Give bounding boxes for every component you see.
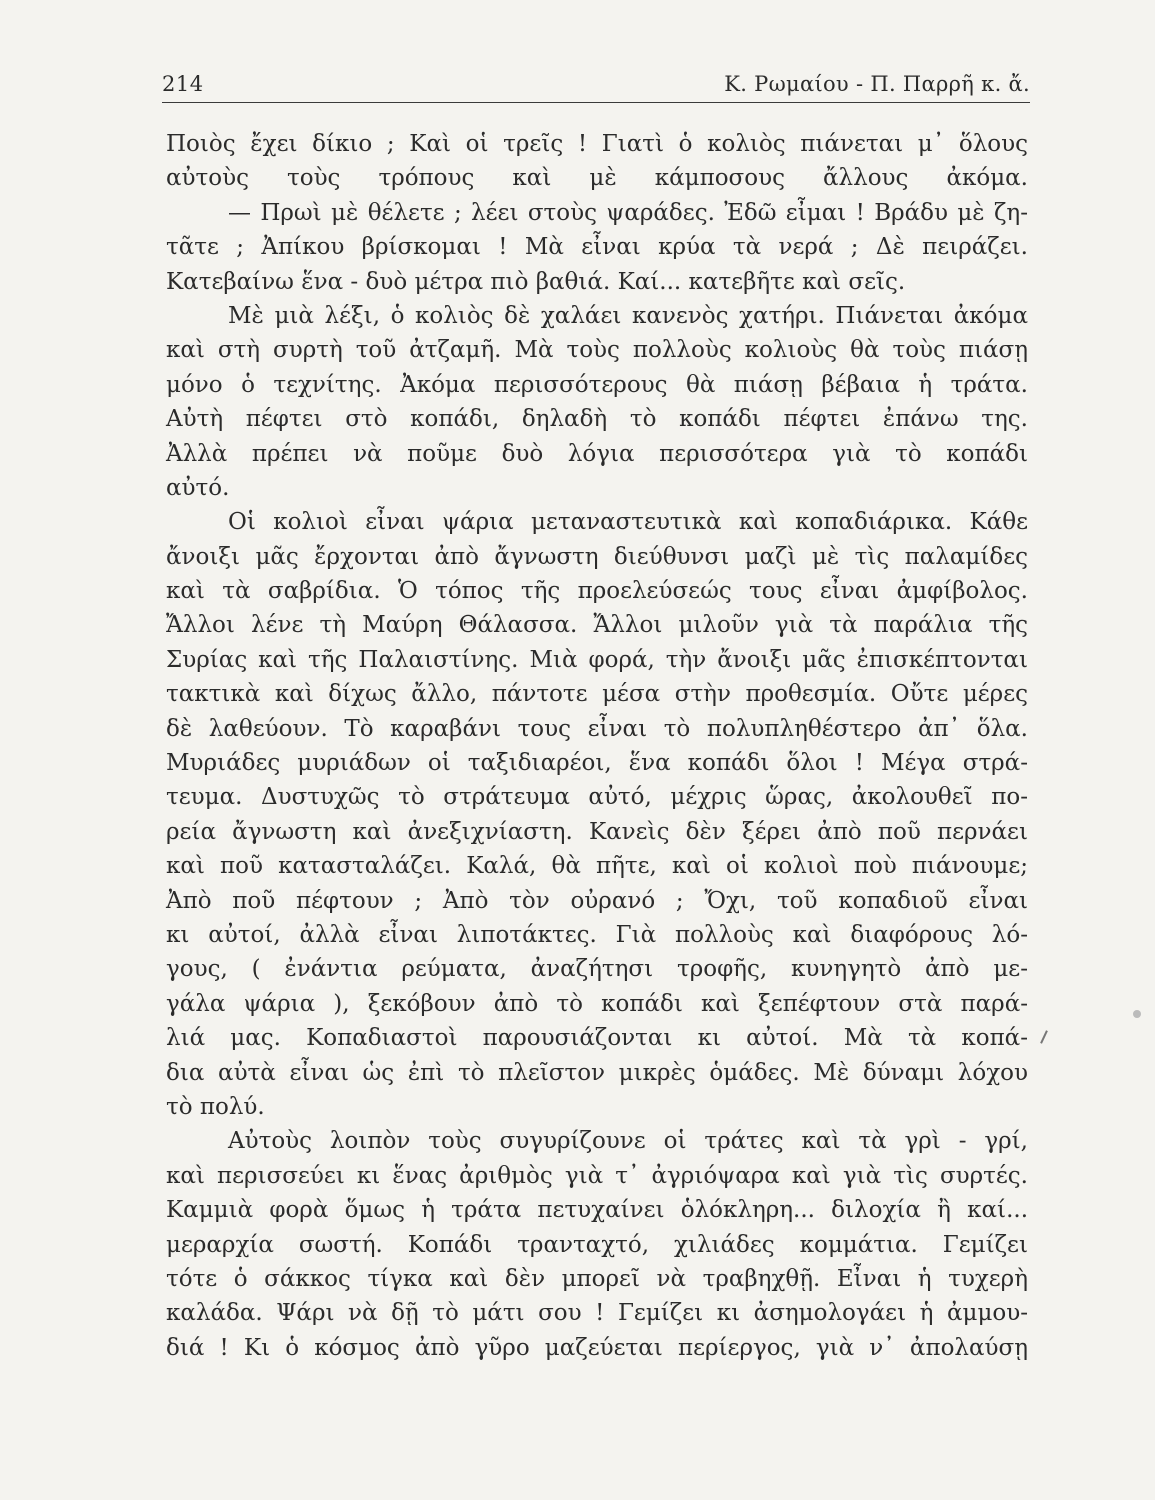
text-line: Ἀπὸ ποῦ πέφτουν ; Ἀπὸ τὸν οὐρανό ; Ὄχι, τοῦ κοπαδιοῦ εἶναι <box>166 887 1028 914</box>
text-line: Αὐτοὺς λοιπὸν τοὺς συγυρίζουνε οἱ τράτες καὶ τὰ γρὶ - γρί, <box>228 1128 1028 1155</box>
page-number: 214 <box>162 72 204 96</box>
text-line: κι αὐτοί, ἀλλὰ εἶναι λιποτάκτες. Γιὰ πολλοὺς καὶ διαφόρους λό- <box>166 921 1028 948</box>
text-line: γάλα ψάρια ), ξεκόβουν ἀπὸ τὸ κοπάδι καὶ ξεπέφτουν στὰ παρά- <box>166 990 1028 1017</box>
text-line: Οἱ κολιοὶ εἶναι ψάρια μεταναστευτικὰ καὶ κοπαδιάρικα. Κάθε <box>228 509 1028 536</box>
text-line: δια αὐτὰ εἶναι ὡς ἐπὶ τὸ πλεῖστον μικρὲς ὁμάδες. Μὲ δύναμι λόχου <box>166 1059 1028 1086</box>
text-line: καλάδα. Ψάρι νὰ δῇ τὸ μάτι σου ! Γεμίζει κι ἀσημολογάει ἡ ἀμμου- <box>166 1300 1028 1327</box>
text-line: τακτικὰ καὶ δίχως ἄλλο, πάντοτε μέσα στὴν προθεσμία. Οὔτε μέρες <box>166 681 1028 708</box>
text-line: δὲ λαθεύουν. Τὸ καραβάνι τους εἶναι τὸ πολυπληθέστερο ἀπ᾽ ὅλα. <box>166 715 1028 742</box>
text-line: τευμα. Δυστυχῶς τὸ στράτευμα αὐτό, μέχρις ὥρας, ἀκολουθεῖ πο- <box>166 784 1028 811</box>
text-line: Μυριάδες μυριάδων οἱ ταξιδιαρέοι, ἕνα κοπάδι ὅλοι ! Μέγα στρά- <box>166 750 1028 777</box>
body-text <box>166 127 1028 1365</box>
text-line: τότε ὁ σάκκος τίγκα καὶ δὲν μπορεῖ νὰ τραβηχθῇ. Εἶναι ἡ τυχερὴ <box>166 1265 1028 1292</box>
text-line: λιά μας. Κοπαδιαστοὶ παρουσιάζονται κι αὐτοί. Μὰ τὰ κοπά- <box>166 1025 1028 1052</box>
text-line: καὶ τὰ σαβρίδια. Ὁ τόπος τῆς προελεύσεώς τους εἶναι ἀμφίβολος. <box>166 578 1028 605</box>
text-line: — Πρωὶ μὲ θέλετε ; λέει στοὺς ψαράδες. Ἐδῶ εἶμαι ! Βράδυ μὲ ζη- <box>228 199 1028 226</box>
text-line: Συρίας καὶ τῆς Παλαιστίνης. Μιὰ φορά, τὴν ἄνοιξι μᾶς ἐπισκέπτονται <box>166 646 1028 673</box>
text-line: Κατεβαίνω ἕνα - δυὸ μέτρα πιὸ βαθιά. Καί... κατεβῆτε καὶ σεῖς. <box>166 268 906 295</box>
text-line: διά ! Κι ὁ κόσμος ἀπὸ γῦρο μαζεύεται περίεργος, γιὰ ν᾽ ἀπολαύσῃ <box>166 1334 1028 1361</box>
text-line: Καμμιὰ φορὰ ὅμως ἡ τράτα πετυχαίνει ὁλόκληρη... διλοχία ἢ καί... <box>166 1197 1028 1224</box>
scan-speck <box>1133 1010 1141 1018</box>
text-line: Αὐτὴ πέφτει στὸ κοπάδι, δηλαδὴ τὸ κοπάδι πέφτει ἐπάνω της. <box>166 406 1028 433</box>
text-line: καὶ στὴ συρτὴ τοῦ ἀτζαμῆ. Μὰ τοὺς πολλοὺς κολιοὺς θὰ τοὺς πιάσῃ <box>166 337 1028 364</box>
text-line: Ποιὸς ἔχει δίκιο ; Καὶ οἱ τρεῖς ! Γιατὶ ὁ κολιὸς πιάνεται μ᾽ ὅλους <box>166 131 1028 157</box>
text-line: Ἄλλοι λένε τὴ Μαύρη Θάλασσα. Ἄλλοι μιλοῦν γιὰ τὰ παράλια τῆς <box>166 612 1028 639</box>
margin-mark <box>1040 1030 1048 1044</box>
text-line: καὶ περισσεύει κι ἕνας ἀριθμὸς γιὰ τ᾽ ἀγριόψαρα καὶ γιὰ τὶς συρτές. <box>166 1162 1028 1189</box>
page-header <box>162 70 1030 103</box>
text-line: αὐτοὺς τοὺς τρόπους καὶ μὲ κάμποσους ἄλλους ἀκόμα. <box>166 165 1028 192</box>
text-line: μόνο ὁ τεχνίτης. Ἀκόμα περισσότερους θὰ πιάσῃ βέβαια ἡ τράτα. <box>166 371 1028 398</box>
text-line: ἄνοιξι μᾶς ἔρχονται ἀπὸ ἄγνωστη διεύθυνσι μαζὶ μὲ τὶς παλαμίδες <box>166 543 1028 570</box>
text-line: αὐτό. <box>166 474 230 501</box>
text-line: τὸ πολύ. <box>166 1093 265 1120</box>
text-line: γους, ( ἐνάντια ρεύματα, ἀναζήτησι τροφῆς, κυνηγητὸ ἀπὸ με- <box>166 956 1028 983</box>
text-line: Μὲ μιὰ λέξι, ὁ κολιὸς δὲ χαλάει κανενὸς χατήρι. Πιάνεται ἀκόμα <box>228 302 1028 329</box>
running-head: Κ. Ρωμαίου - Π. Παρρῆ κ. ἄ. <box>724 72 1030 96</box>
text-line: Ἀλλὰ πρέπει νὰ ποῦμε δυὸ λόγια περισσότερα γιὰ τὸ κοπάδι <box>166 440 1028 467</box>
text-line: μεραρχία σωστή. Κοπάδι τρανταχτό, χιλιάδες κομμάτια. Γεμίζει <box>166 1231 1028 1258</box>
text-line: τᾶτε ; Ἀπίκου βρίσκομαι ! Μὰ εἶναι κρύα τὰ νερά ; Δὲ πειράζει. <box>166 234 1028 261</box>
text-line: καὶ ποῦ κατασταλάζει. Καλά, θὰ πῆτε, καὶ οἱ κολιοὶ ποὺ πιάνουμε; <box>166 853 1028 880</box>
text-line: ρεία ἄγνωστη καὶ ἀνεξιχνίαστη. Κανεὶς δὲν ξέρει ἀπὸ ποῦ περνάει <box>166 818 1028 845</box>
